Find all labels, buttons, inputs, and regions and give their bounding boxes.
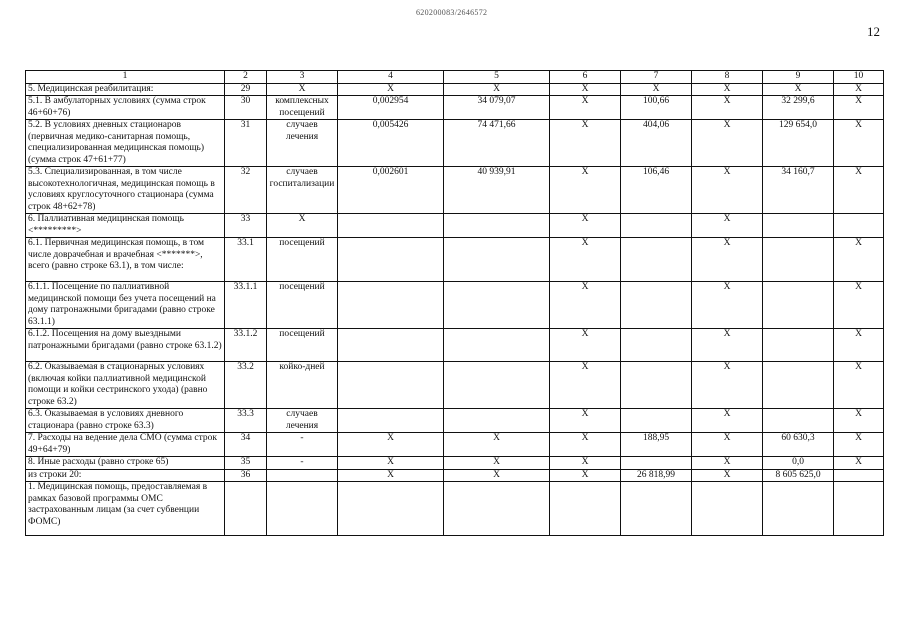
table-cell: X bbox=[692, 83, 763, 96]
row-name-cell: 5.3. Специализированная, в том числе высокотехнологичная, медицинская помощь в условиях круглосуточного стационара (сумма строк 48+62+78) bbox=[26, 167, 225, 214]
page-number: 12 bbox=[867, 24, 880, 39]
row-name-cell: 5. Медицинская реабилитация: bbox=[26, 83, 225, 96]
table-cell: X bbox=[692, 433, 763, 457]
table-cell bbox=[225, 482, 267, 536]
table-cell: X bbox=[834, 238, 884, 282]
table-cell: X bbox=[444, 433, 550, 457]
table-cell bbox=[338, 409, 444, 433]
table-cell: X bbox=[550, 329, 621, 362]
table-cell: случаев лечения bbox=[267, 120, 338, 167]
table-cell bbox=[338, 362, 444, 409]
table-cell: X bbox=[550, 96, 621, 120]
table-cell: X bbox=[550, 433, 621, 457]
table-cell: X bbox=[692, 329, 763, 362]
column-number: 4 bbox=[338, 71, 444, 84]
row-name-cell: 7. Расходы на ведение дела СМО (сумма строк 49+64+79) bbox=[26, 433, 225, 457]
table-cell: X bbox=[550, 457, 621, 470]
table-cell: X bbox=[834, 329, 884, 362]
column-number: 7 bbox=[621, 71, 692, 84]
column-number: 3 bbox=[267, 71, 338, 84]
table-cell bbox=[834, 482, 884, 536]
row-name-cell: 6.2. Оказываемая в стационарных условиях (включая койки паллиативной медицинской помощи и койки сестринского ухода) (равно строке 63.2) bbox=[26, 362, 225, 409]
table-cell bbox=[338, 238, 444, 282]
table-row bbox=[26, 457, 884, 470]
table-cell: X bbox=[834, 362, 884, 409]
table-cell bbox=[444, 282, 550, 329]
column-number: 6 bbox=[550, 71, 621, 84]
table-cell: 33.2 bbox=[225, 362, 267, 409]
table-cell: - bbox=[267, 457, 338, 470]
table-cell bbox=[338, 214, 444, 238]
table-cell bbox=[763, 282, 834, 329]
table-cell bbox=[444, 482, 550, 536]
table-cell: 26 818,99 bbox=[621, 469, 692, 482]
table-cell: X bbox=[692, 362, 763, 409]
table-row bbox=[26, 409, 884, 433]
table-cell: 74 471,66 bbox=[444, 120, 550, 167]
table-cell: X bbox=[338, 83, 444, 96]
table-cell: X bbox=[834, 96, 884, 120]
table-row bbox=[26, 282, 884, 329]
table-row bbox=[26, 96, 884, 120]
table-cell: X bbox=[692, 457, 763, 470]
column-number: 9 bbox=[763, 71, 834, 84]
table-cell: 8 605 625,0 bbox=[763, 469, 834, 482]
table-cell bbox=[338, 329, 444, 362]
table-cell: 34 bbox=[225, 433, 267, 457]
table-cell bbox=[621, 214, 692, 238]
row-name-cell: 6.1. Первичная медицинская помощь, в том числе доврачебная и врачебная <*******>, всего (равно строке 63.1), в том числе: bbox=[26, 238, 225, 282]
table-cell: X bbox=[267, 83, 338, 96]
table-cell: X bbox=[550, 409, 621, 433]
table-cell: 129 654,0 bbox=[763, 120, 834, 167]
table-cell: X bbox=[692, 96, 763, 120]
table-cell bbox=[763, 214, 834, 238]
table-cell: 106,46 bbox=[621, 167, 692, 214]
table-cell: 0,0 bbox=[763, 457, 834, 470]
table-cell: 33.3 bbox=[225, 409, 267, 433]
table-cell bbox=[763, 238, 834, 282]
table-cell: X bbox=[834, 457, 884, 470]
table-row bbox=[26, 362, 884, 409]
table-cell: X bbox=[692, 120, 763, 167]
table-cell: 29 bbox=[225, 83, 267, 96]
table-cell bbox=[621, 457, 692, 470]
table-cell bbox=[834, 469, 884, 482]
table-row bbox=[26, 83, 884, 96]
row-name-cell: 6.3. Оказываемая в условиях дневного стационара (равно строке 63.3) bbox=[26, 409, 225, 433]
table-cell bbox=[621, 282, 692, 329]
table-cell: 33.1.2 bbox=[225, 329, 267, 362]
table-cell: 33.1 bbox=[225, 238, 267, 282]
table-row bbox=[26, 469, 884, 482]
table-cell: X bbox=[550, 83, 621, 96]
table-cell bbox=[267, 469, 338, 482]
table-cell bbox=[621, 238, 692, 282]
table-cell: X bbox=[338, 457, 444, 470]
table-cell: 40 939,91 bbox=[444, 167, 550, 214]
row-name-cell: 5.2. В условиях дневных стационаров (первичная медико-санитарная помощь, специализированная медицинская помощь) (сумма строк 47+61+77) bbox=[26, 120, 225, 167]
column-number: 1 bbox=[26, 71, 225, 84]
table-row bbox=[26, 482, 884, 536]
table-cell: X bbox=[834, 409, 884, 433]
row-name-cell: 8. Иные расходы (равно строке 65) bbox=[26, 457, 225, 470]
table-cell bbox=[763, 329, 834, 362]
table-cell: X bbox=[621, 83, 692, 96]
table-cell bbox=[444, 329, 550, 362]
table-cell bbox=[621, 362, 692, 409]
table-cell: X bbox=[550, 362, 621, 409]
table-cell: 31 bbox=[225, 120, 267, 167]
table-row bbox=[26, 238, 884, 282]
column-number: 10 bbox=[834, 71, 884, 84]
table-cell: X bbox=[692, 409, 763, 433]
table-cell: X bbox=[692, 167, 763, 214]
table-cell: X bbox=[444, 469, 550, 482]
column-number: 8 bbox=[692, 71, 763, 84]
table-cell: 34 160,7 bbox=[763, 167, 834, 214]
table-cell bbox=[621, 329, 692, 362]
table-cell: X bbox=[834, 120, 884, 167]
table-cell: X bbox=[692, 282, 763, 329]
table-cell: 0,002954 bbox=[338, 96, 444, 120]
table-cell: X bbox=[550, 214, 621, 238]
row-name-cell: 1. Медицинская помощь, предоставляемая в рамках базовой программы ОМС застрахованным лицам (за счет субвенции ФОМС) bbox=[26, 482, 225, 536]
table-cell bbox=[444, 409, 550, 433]
document-code: 620200083/2646572 bbox=[416, 8, 488, 17]
column-number-row bbox=[26, 71, 884, 84]
table-cell: 0,002601 bbox=[338, 167, 444, 214]
table-cell bbox=[692, 482, 763, 536]
table-cell bbox=[763, 409, 834, 433]
row-name-cell: из строки 20: bbox=[26, 469, 225, 482]
table-cell: X bbox=[267, 214, 338, 238]
table-cell: 188,95 bbox=[621, 433, 692, 457]
table-cell: X bbox=[550, 120, 621, 167]
table-cell: случаев госпитализации bbox=[267, 167, 338, 214]
table-cell bbox=[338, 282, 444, 329]
table-cell bbox=[834, 214, 884, 238]
table-cell bbox=[444, 238, 550, 282]
column-number: 2 bbox=[225, 71, 267, 84]
table-row bbox=[26, 167, 884, 214]
table-cell: посещений bbox=[267, 238, 338, 282]
table-cell: 60 630,3 bbox=[763, 433, 834, 457]
table-row bbox=[26, 120, 884, 167]
tariff-table bbox=[25, 70, 884, 536]
table-row bbox=[26, 329, 884, 362]
table-cell: случаев лечения bbox=[267, 409, 338, 433]
table-cell: посещений bbox=[267, 329, 338, 362]
table-cell: X bbox=[444, 83, 550, 96]
table-cell: 33 bbox=[225, 214, 267, 238]
table-row bbox=[26, 433, 884, 457]
table-cell: X bbox=[550, 469, 621, 482]
row-name-cell: 5.1. В амбулаторных условиях (сумма строк 46+60+76) bbox=[26, 96, 225, 120]
table-cell bbox=[267, 482, 338, 536]
table-cell bbox=[444, 214, 550, 238]
table-cell bbox=[550, 482, 621, 536]
table-cell: X bbox=[550, 238, 621, 282]
table-cell: комплексных посещений bbox=[267, 96, 338, 120]
table-cell: 100,66 bbox=[621, 96, 692, 120]
table-cell: X bbox=[444, 457, 550, 470]
table-cell: X bbox=[834, 433, 884, 457]
row-name-cell: 6.1.1. Посещение по паллиативной медицинской помощи без учета посещений на дому патронажными бригадами (равно строке 63.1.1) bbox=[26, 282, 225, 329]
table-row bbox=[26, 214, 884, 238]
table-cell: X bbox=[692, 238, 763, 282]
table-cell: 30 bbox=[225, 96, 267, 120]
table-cell: 36 bbox=[225, 469, 267, 482]
table-cell bbox=[338, 482, 444, 536]
table-cell: X bbox=[550, 167, 621, 214]
table-cell: 33.1.1 bbox=[225, 282, 267, 329]
table-cell: 404,06 bbox=[621, 120, 692, 167]
table-cell bbox=[444, 362, 550, 409]
table-cell: X bbox=[834, 83, 884, 96]
table-cell: 32 299,6 bbox=[763, 96, 834, 120]
column-number: 5 bbox=[444, 71, 550, 84]
table-cell bbox=[621, 482, 692, 536]
table-cell: 34 079,07 bbox=[444, 96, 550, 120]
table-cell: X bbox=[834, 167, 884, 214]
table-cell bbox=[621, 409, 692, 433]
table-cell: 32 bbox=[225, 167, 267, 214]
table-cell bbox=[763, 482, 834, 536]
table-cell: X bbox=[834, 282, 884, 329]
table-cell: X bbox=[338, 433, 444, 457]
table-cell: X bbox=[763, 83, 834, 96]
table-cell: посещений bbox=[267, 282, 338, 329]
table-cell: койко-дней bbox=[267, 362, 338, 409]
table-cell: X bbox=[338, 469, 444, 482]
table-cell: X bbox=[550, 282, 621, 329]
table-cell: X bbox=[692, 214, 763, 238]
table-cell bbox=[763, 362, 834, 409]
row-name-cell: 6. Паллиативная медицинская помощь <*********> bbox=[26, 214, 225, 238]
table-cell: - bbox=[267, 433, 338, 457]
row-name-cell: 6.1.2. Посещения на дому выездными патронажными бригадами (равно строке 63.1.2) bbox=[26, 329, 225, 362]
table-cell: 35 bbox=[225, 457, 267, 470]
table-cell: X bbox=[692, 469, 763, 482]
table-cell: 0,005426 bbox=[338, 120, 444, 167]
